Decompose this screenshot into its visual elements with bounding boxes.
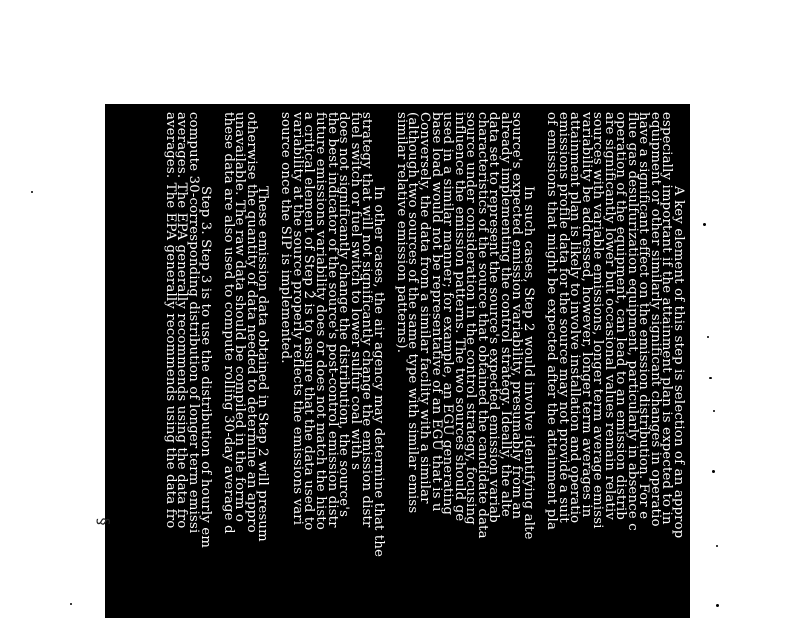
text-line: data set to represent the source's expected emission variab (486, 112, 502, 523)
paragraph (395, 112, 534, 618)
margin-mark-icon: § (94, 517, 114, 526)
text-line: Conversely, the data from a similar facility with a similar (416, 112, 432, 504)
text-line: flue gas desulfurization equipment, particularly in absence c (624, 112, 640, 531)
text-line: influence the emission patterns. The two sources should ge (451, 112, 467, 522)
scan-speck (716, 545, 718, 547)
scan-speck (713, 410, 715, 412)
text-line: are significantly lower but occasional values remain relativ (601, 112, 617, 521)
text-line: equipment or other similarly significant changes in operatio (647, 112, 663, 527)
scan-speck (709, 377, 712, 379)
text-line: attainment plan is likely to involve installation and operatio (567, 112, 583, 524)
text-line: These emission data obtained in Step 2 will presum (255, 186, 271, 542)
text-line: base load would not be representative of an EGU that is u (428, 112, 444, 512)
text-line: In such cases, Step 2 would involve identifying alte (520, 186, 536, 540)
text-line: strategy that will not significantly change the emission distr (359, 112, 375, 528)
scan-speck (707, 336, 709, 338)
text-line: fuel switch or fuel switch to lower sulfur coal with s (347, 112, 363, 471)
text-line: sources with variable emissions, longer term average emissi (590, 112, 606, 529)
text-line: otherwise the quantity of data needed to determine an appro (243, 112, 259, 533)
scanned-document-region (105, 104, 690, 618)
text-line: already implementing the control strategy. Ideally, the alte (497, 112, 513, 517)
text-line: have a significant effect on the emission distribution. For e (636, 112, 652, 520)
text-line: Step 3. Step 3 is to use the distribution of hourly em (197, 186, 213, 549)
text-line: especially important if the attainment plan is expected to in (659, 112, 675, 525)
text-line: unavailable. The raw data should be compiled in the form o (232, 112, 248, 523)
paragraph (545, 112, 684, 618)
text-line: variability at the source properly reflects the emissions vari (289, 112, 305, 526)
text-line: (although two sources of the same type with similar emiss (405, 112, 421, 514)
text-line: characteristics of the source that obtained the candidate data (474, 112, 490, 539)
paragraph (280, 112, 384, 618)
text-line: A key element of this step is selection of an approp (671, 186, 686, 539)
paragraph (162, 112, 213, 618)
scan-speck (716, 604, 719, 607)
text-line: averages. The EPA generally recommends using the data fro (174, 112, 190, 529)
text-line: variability be addressed, however, longer term averages in (578, 112, 594, 518)
text-line: these data are also used to compute rolling 30-day average d (220, 112, 236, 534)
text-line: source's expected emission variability, presumably from an (509, 112, 525, 520)
text-line: does not significantly change the distribution, the source's (336, 112, 352, 518)
rotated-text-body (105, 104, 690, 618)
text-line: In other cases, the air agency may determine that the (370, 186, 386, 558)
text-line: operation of the equipment, can lead to an emission distrib (613, 112, 629, 521)
paragraph (220, 112, 271, 618)
text-line: compute 30-corresponding distribution of longer term emissi (186, 112, 202, 534)
text-line: similar relative emission patterns). (393, 112, 409, 354)
text-line: used in a similar manner; for example, an EGU generating (440, 112, 456, 516)
text-line: averages. The EPA generally recommends using the data fro (162, 112, 178, 529)
scan-speck (70, 603, 72, 605)
text-line: emissions profile data for the source may not provide a suit (555, 112, 571, 523)
text-line: a critical element of Step 2 is to assure that the data used to (301, 112, 317, 531)
scan-speck (712, 470, 715, 473)
text-line: future emissions variability does or does not match the histo (313, 112, 329, 530)
text-line: source once the SIP is implemented. (278, 112, 294, 364)
text-line: of emissions that might be expected after the attainment pla (543, 112, 559, 531)
scan-speck (703, 223, 706, 226)
text-line: the best indicator of the source's post-control emission distr (324, 112, 340, 528)
scan-speck (31, 191, 33, 193)
text-line: source under consideration in the control strategy, focusing (463, 112, 479, 525)
